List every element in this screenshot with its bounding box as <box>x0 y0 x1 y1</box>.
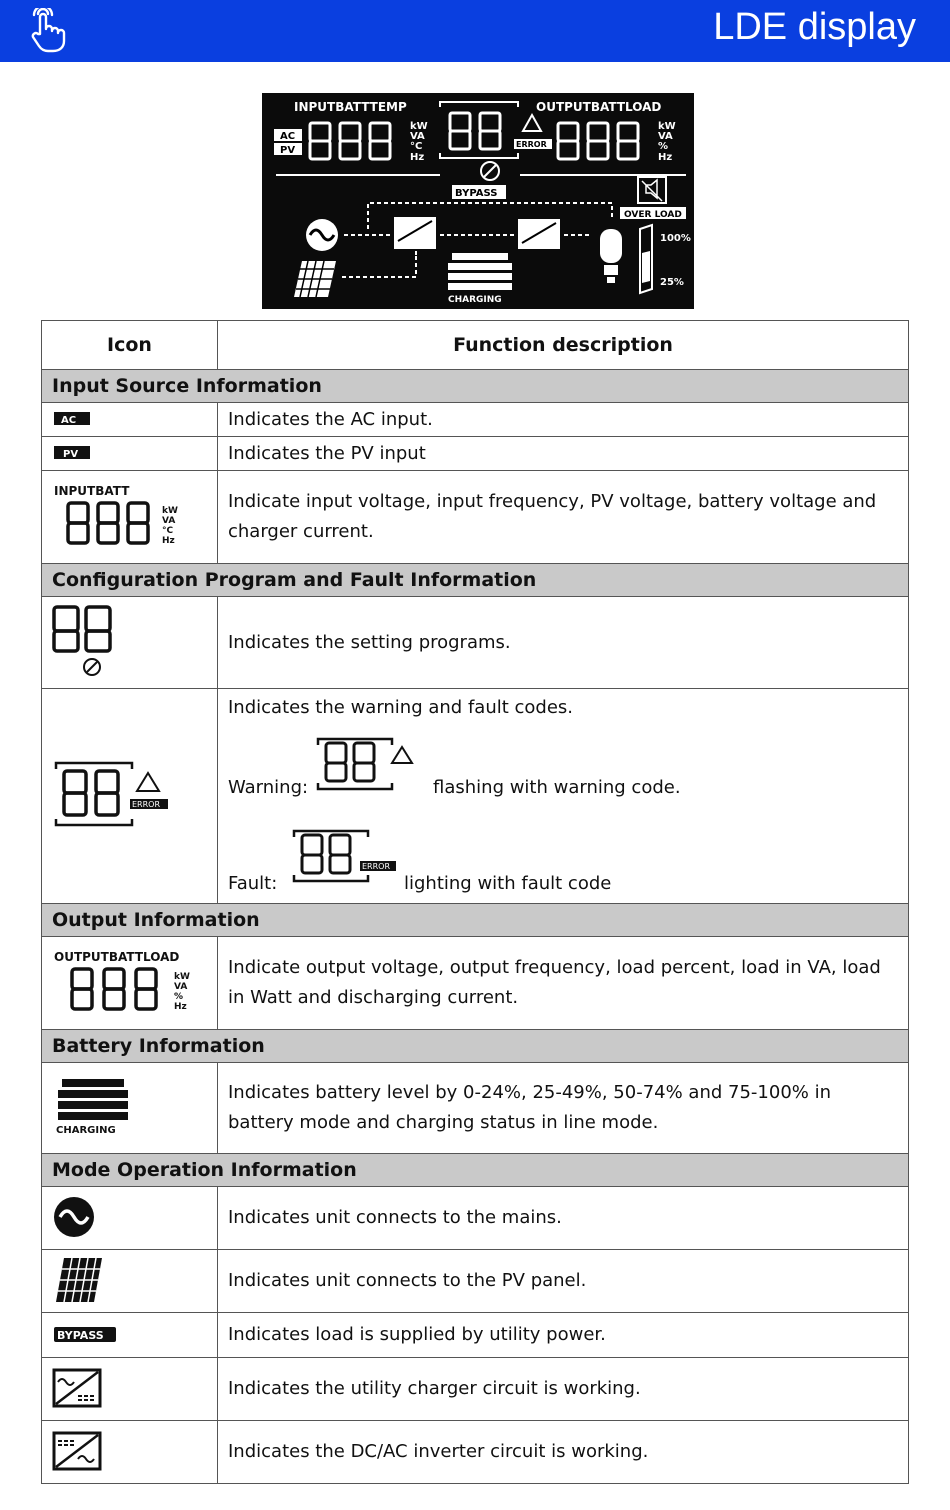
page-title: LDE display <box>713 6 916 48</box>
pv-badge-icon <box>42 437 218 471</box>
setting-digits-icon <box>42 597 218 689</box>
fault-digits-icon <box>290 825 402 889</box>
lcd-load-bulb-icon <box>600 229 622 283</box>
section-battery: Battery Information <box>42 1030 909 1063</box>
outputbattload-digits-icon <box>42 937 218 1030</box>
svg-text:Hz: Hz <box>174 1002 187 1012</box>
svg-text:Hz: Hz <box>658 152 673 163</box>
lcd-code-digits <box>450 113 500 149</box>
column-header-description: Function description <box>218 321 909 370</box>
svg-text:INPUTBATT: INPUTBATT <box>54 484 130 498</box>
fault-prefix: Fault: <box>228 873 278 894</box>
output-description: Indicate output voltage, output frequency, load percent, load in VA, load in Watt and discharging current. <box>218 937 909 1030</box>
setting-description: Indicates the setting programs. <box>218 597 909 689</box>
svg-text:ERROR: ERROR <box>362 862 391 871</box>
svg-text:CHARGING: CHARGING <box>448 295 502 305</box>
battery-description: Indicates battery level by 0-24%, 25-49%, 50-74% and 75-100% in battery mode and charging status in line mode. <box>218 1063 909 1154</box>
inputbatt-digits-icon <box>42 471 218 564</box>
inputbatt-description: Indicate input voltage, input frequency, PV voltage, battery voltage and charger current. <box>218 471 909 564</box>
lcd-load-level-icon <box>640 225 652 293</box>
svg-text:kW: kW <box>162 506 178 516</box>
svg-text:25%: 25% <box>660 277 684 288</box>
svg-text:VA: VA <box>658 131 673 142</box>
fault-suffix: lighting with fault code <box>404 873 612 894</box>
mains-icon <box>42 1187 218 1250</box>
section-mode-operation: Mode Operation Information <box>42 1154 909 1187</box>
inverter-circuit-icon <box>42 1421 218 1484</box>
svg-text:VA: VA <box>174 982 188 992</box>
function-table <box>41 320 909 1484</box>
lcd-output-label: OUTPUTBATTLOAD <box>536 100 662 114</box>
inverter-description: Indicates the DC/AC inverter circuit is working. <box>218 1421 909 1484</box>
svg-text:BYPASS: BYPASS <box>57 1329 104 1342</box>
svg-text:kW: kW <box>174 972 190 982</box>
svg-text:%: % <box>174 992 184 1002</box>
lcd-input-label: INPUTBATTTEMP <box>294 100 407 114</box>
mains-description: Indicates unit connects to the mains. <box>218 1187 909 1250</box>
lcd-overload-badge: OVER LOAD <box>624 210 682 220</box>
header-banner <box>0 0 950 62</box>
svg-text:ERROR: ERROR <box>516 140 547 149</box>
svg-text:kW: kW <box>658 121 676 132</box>
section-config-fault: Configuration Program and Fault Information <box>42 564 909 597</box>
pvpanel-description: Indicates unit connects to the PV panel. <box>218 1250 909 1313</box>
svg-text:AC: AC <box>61 415 77 426</box>
ac-badge-icon <box>42 403 218 437</box>
svg-text:Hz: Hz <box>162 536 175 546</box>
svg-text:CHARGING: CHARGING <box>56 1125 116 1136</box>
column-header-icon: Icon <box>42 321 218 370</box>
svg-text:°C: °C <box>162 526 174 536</box>
warning-suffix: flashing with warning code. <box>433 777 681 798</box>
warning-digits-icon <box>314 733 426 795</box>
warning-fault-icon <box>42 689 218 904</box>
charger-description: Indicates the utility charger circuit is working. <box>218 1358 909 1421</box>
svg-text:°C: °C <box>410 141 423 152</box>
svg-text:Hz: Hz <box>410 152 425 163</box>
svg-text:kW: kW <box>410 121 428 132</box>
hand-pointer-icon <box>24 8 70 54</box>
section-output: Output Information <box>42 904 909 937</box>
battery-charging-icon <box>42 1063 218 1154</box>
lcd-pv-panel-icon <box>294 261 336 297</box>
svg-text:VA: VA <box>162 516 176 526</box>
svg-text:OUTPUTBATTLOAD: OUTPUTBATTLOAD <box>54 950 180 964</box>
warning-fault-title: Indicates the warning and fault codes. <box>228 697 574 718</box>
svg-text:100%: 100% <box>660 233 691 244</box>
lcd-bypass-badge: BYPASS <box>455 188 498 199</box>
svg-text:ERROR: ERROR <box>132 800 161 809</box>
charger-circuit-icon <box>42 1358 218 1421</box>
lcd-input-digits <box>310 123 390 159</box>
section-input-source: Input Source Information <box>42 370 909 403</box>
warning-fault-description <box>218 689 909 904</box>
svg-text:PV: PV <box>63 449 79 460</box>
bypass-description: Indicates load is supplied by utility power. <box>218 1313 909 1358</box>
svg-text:%: % <box>658 141 669 152</box>
svg-text:VA: VA <box>410 131 425 142</box>
ac-input-description: Indicates the AC input. <box>218 403 909 437</box>
lcd-output-digits <box>558 123 638 159</box>
pv-panel-icon <box>42 1250 218 1313</box>
lcd-pv-badge: PV <box>280 145 296 156</box>
bypass-badge-icon <box>42 1313 218 1358</box>
pv-input-description: Indicates the PV input <box>218 437 909 471</box>
lcd-battery-icon <box>448 253 512 290</box>
warning-prefix: Warning: <box>228 777 309 798</box>
lcd-ac-badge: AC <box>280 131 296 142</box>
lcd-display-image <box>262 93 694 309</box>
